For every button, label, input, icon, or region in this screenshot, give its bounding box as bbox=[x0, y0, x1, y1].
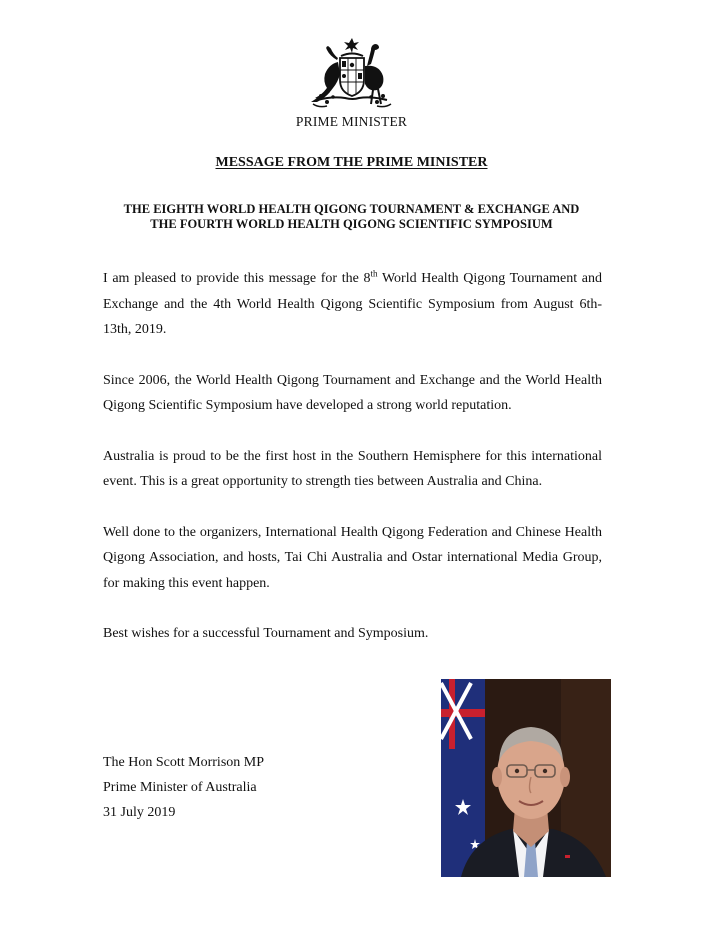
office-title: PRIME MINISTER bbox=[295, 114, 408, 129]
paragraph-1-start: I am pleased to provide this message for the 8 bbox=[103, 271, 371, 286]
message-body bbox=[103, 266, 602, 672]
paragraph-5: Best wishes for a successful Tournament and Symposium. bbox=[103, 626, 429, 641]
paragraph-3: Australia is proud to be the first host in the Southern Hemisphere for this international event. This is a great opportunity to strength ties between Australia and China. bbox=[103, 448, 602, 489]
portrait-photo bbox=[441, 679, 611, 877]
signatory-position: Prime Minister of Australia bbox=[103, 780, 257, 795]
paragraph-1-rest: World Health Qigong Tournament and Exchange and the 4th World Health Qigong Scientific Symposium from August 6th-13th, 2019. bbox=[103, 271, 602, 337]
paragraph-2: Since 2006, the World Health Qigong Tournament and Exchange and the World Health Qigong Scientific Symposium have developed a strong world reputation. bbox=[103, 372, 602, 413]
message-heading-text: MESSAGE FROM THE PRIME MINISTER bbox=[215, 155, 488, 170]
paragraph-4: Well done to the organizers, International Health Qigong Federation and Chinese Health Qigong Association, and hosts, Tai Chi Australia and Ostar international Media Group, for making this event happen. bbox=[103, 524, 602, 591]
coat-of-arms-icon bbox=[303, 36, 401, 110]
event-subtitle bbox=[100, 202, 603, 232]
signature-block bbox=[103, 750, 403, 825]
message-heading bbox=[0, 155, 703, 171]
event-subtitle-line-2: THE FOURTH WORLD HEALTH QIGONG SCIENTIFIC SYMPOSIUM bbox=[150, 217, 553, 231]
ordinal-suffix: th bbox=[370, 268, 378, 279]
signatory-name: The Hon Scott Morrison MP bbox=[103, 755, 264, 770]
signature-date: 31 July 2019 bbox=[103, 805, 176, 820]
paragraph-1 bbox=[103, 266, 602, 343]
event-subtitle-line-1: THE EIGHTH WORLD HEALTH QIGONG TOURNAMENT & EXCHANGE AND bbox=[123, 202, 580, 216]
